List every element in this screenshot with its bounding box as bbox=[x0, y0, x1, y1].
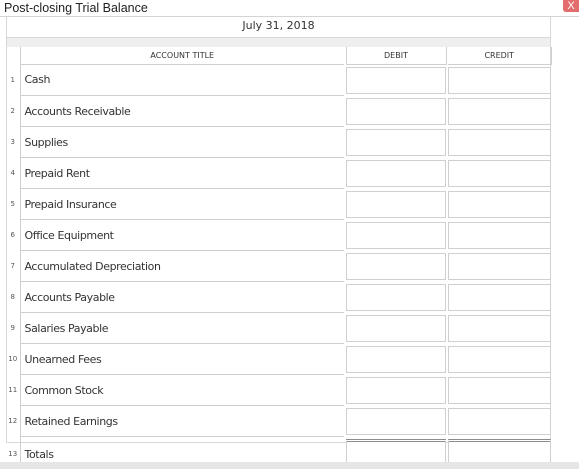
title-bar bbox=[0, 0, 579, 16]
account-title-cell: Accounts Payable bbox=[20, 282, 344, 313]
table-row bbox=[6, 220, 551, 251]
credit-cell bbox=[448, 375, 551, 406]
table-row bbox=[6, 64, 551, 96]
row-number: 9 bbox=[6, 313, 20, 344]
debit-input[interactable] bbox=[346, 98, 446, 125]
row-number: 8 bbox=[6, 282, 20, 313]
credit-cell bbox=[448, 158, 551, 189]
row-number: 4 bbox=[6, 158, 20, 189]
table-row bbox=[6, 406, 551, 437]
debit-input[interactable] bbox=[346, 284, 446, 311]
table-row bbox=[6, 127, 551, 158]
row-number: 11 bbox=[6, 375, 20, 406]
debit-cell bbox=[346, 375, 446, 406]
debit-input[interactable] bbox=[346, 222, 446, 249]
credit-cell bbox=[448, 189, 551, 220]
row-number: 1 bbox=[6, 64, 20, 96]
debit-cell bbox=[346, 158, 446, 189]
debit-cell bbox=[346, 96, 446, 127]
account-title-cell: Common Stock bbox=[20, 375, 344, 406]
table-row bbox=[6, 344, 551, 375]
account-title-cell: Prepaid Rent bbox=[20, 158, 344, 189]
account-title-cell: Accumulated Depreciation bbox=[20, 251, 344, 282]
table-row bbox=[6, 375, 551, 406]
credit-input[interactable] bbox=[448, 98, 551, 125]
account-title-cell: Retained Earnings bbox=[20, 406, 344, 437]
credit-input[interactable] bbox=[448, 67, 551, 94]
account-title-cell: Supplies bbox=[20, 127, 344, 158]
table-row bbox=[6, 158, 551, 189]
credit-cell bbox=[448, 282, 551, 313]
credit-cell bbox=[448, 220, 551, 251]
row-number: 5 bbox=[6, 189, 20, 220]
close-button[interactable]: X bbox=[563, 0, 579, 12]
credit-cell bbox=[448, 313, 551, 344]
table-row bbox=[6, 282, 551, 313]
table-row bbox=[6, 96, 551, 127]
row-number-header bbox=[6, 47, 20, 64]
credit-input[interactable] bbox=[448, 191, 551, 218]
account-title-cell: Office Equipment bbox=[20, 220, 344, 251]
debit-cell bbox=[346, 127, 446, 158]
debit-input[interactable] bbox=[346, 129, 446, 156]
credit-cell bbox=[448, 344, 551, 375]
row-number: 12 bbox=[6, 406, 20, 437]
debit-input[interactable] bbox=[346, 377, 446, 404]
debit-cell bbox=[346, 251, 446, 282]
credit-input[interactable] bbox=[448, 160, 551, 187]
row-number: 10 bbox=[6, 344, 20, 375]
credit-input[interactable] bbox=[448, 222, 551, 249]
account-title-cell: Accounts Receivable bbox=[20, 96, 344, 127]
account-title-cell: Cash bbox=[20, 64, 344, 96]
debit-cell bbox=[346, 313, 446, 344]
table-row bbox=[6, 313, 551, 344]
debit-input[interactable] bbox=[346, 315, 446, 342]
debit-input[interactable] bbox=[346, 191, 446, 218]
debit-input[interactable] bbox=[346, 346, 446, 373]
credit-input[interactable] bbox=[448, 315, 551, 342]
table-row bbox=[6, 251, 551, 282]
debit-cell bbox=[346, 282, 446, 313]
credit-cell bbox=[448, 251, 551, 282]
credit-input[interactable] bbox=[448, 253, 551, 280]
row-number: 2 bbox=[6, 96, 20, 127]
window-title: Post-closing Trial Balance bbox=[4, 1, 148, 15]
debit-cell bbox=[346, 64, 446, 96]
row-number: 13 bbox=[6, 437, 20, 469]
debit-input[interactable] bbox=[346, 67, 446, 94]
credit-header: CREDIT bbox=[448, 47, 551, 64]
credit-cell bbox=[448, 127, 551, 158]
credit-input[interactable] bbox=[448, 408, 551, 435]
header-spacer bbox=[6, 38, 551, 47]
debit-cell bbox=[346, 220, 446, 251]
row-number: 7 bbox=[6, 251, 20, 282]
debit-cell bbox=[346, 344, 446, 375]
row-number: 3 bbox=[6, 127, 20, 158]
account-title-cell: Totals bbox=[20, 437, 344, 469]
table-row bbox=[6, 189, 551, 220]
credit-cell bbox=[448, 406, 551, 437]
account-title-header: ACCOUNT TITLE bbox=[20, 47, 344, 64]
account-title-cell: Salaries Payable bbox=[20, 313, 344, 344]
debit-input[interactable] bbox=[346, 160, 446, 187]
debit-cell bbox=[346, 189, 446, 220]
account-title-cell: Prepaid Insurance bbox=[20, 189, 344, 220]
credit-cell bbox=[448, 64, 551, 96]
credit-input[interactable] bbox=[448, 346, 551, 373]
credit-input[interactable] bbox=[448, 129, 551, 156]
credit-input[interactable] bbox=[448, 377, 551, 404]
trial-balance-table bbox=[6, 47, 552, 469]
row-number: 6 bbox=[6, 220, 20, 251]
debit-header: DEBIT bbox=[346, 47, 446, 64]
debit-input[interactable] bbox=[346, 408, 446, 435]
debit-input[interactable] bbox=[346, 253, 446, 280]
debit-cell bbox=[346, 406, 446, 437]
statement-date: July 31, 2018 bbox=[242, 19, 315, 32]
credit-input[interactable] bbox=[448, 284, 551, 311]
account-title-cell: Unearned Fees bbox=[20, 344, 344, 375]
credit-cell bbox=[448, 96, 551, 127]
bottom-bar bbox=[0, 462, 579, 469]
